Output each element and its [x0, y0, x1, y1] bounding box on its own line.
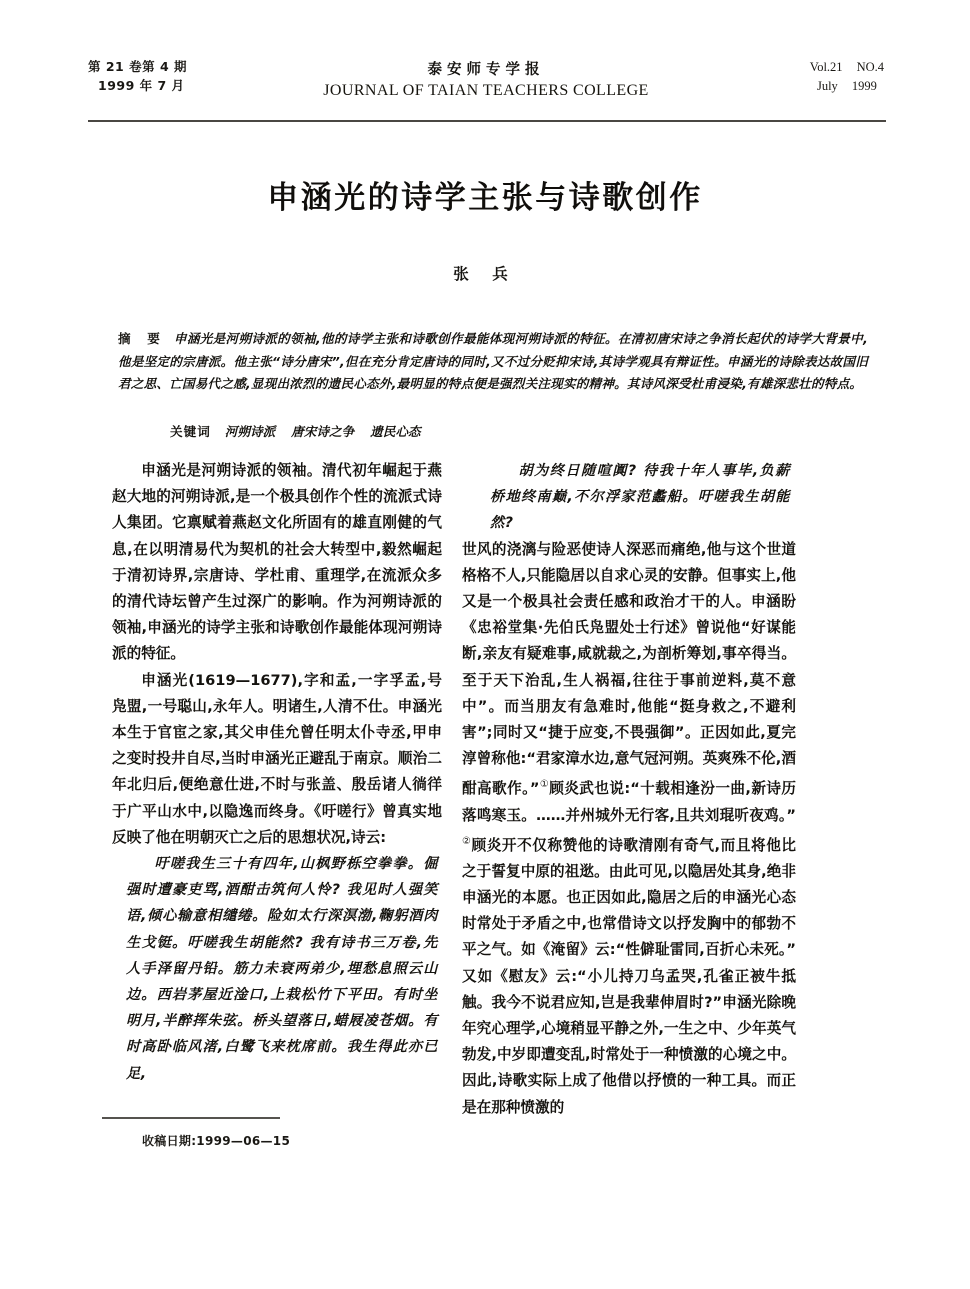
journal-title-en: JOURNAL OF TAIAN TEACHERS COLLEGE: [323, 82, 649, 99]
abstract: [118, 328, 868, 396]
masthead-left: [88, 58, 187, 96]
masthead-right: [810, 58, 884, 97]
abstract-text: 申涵光是河朔诗派的领袖,他的诗学主张和诗歌创作最能体现河朔诗派的特征。在清初唐宋诗之争消长起伏的诗学大背景中,他是坚定的宗唐派。他主张“诗分唐宋”,但在充分肯定唐诗的同时,又不过分贬抑宋诗,其诗学观具有辩证性。申涵光的诗除表达故国旧君之思、亡国易代之感,显现出浓烈的遗民心态外,最明显的特点便是强烈关注现实的精神。其诗风深受杜甫浸染,有雄深悲壮的特点。: [118, 331, 868, 391]
verse-block: [112, 851, 442, 1087]
keyword-item: 唐宋诗之争: [291, 424, 355, 439]
body-column-right: [462, 458, 796, 1121]
volume-issue: 第 21 卷第 4 期: [88, 59, 187, 74]
abstract-label: 摘 要: [118, 331, 166, 346]
verse-block: [462, 458, 796, 537]
received-date: 收稿日期:1999—06—15: [142, 1134, 291, 1148]
volume-label: Vol.21: [809, 60, 843, 74]
footnote-marker-2: ②: [462, 835, 472, 847]
verse-quote: 胡为终日随喧阗? 待我十年人事毕,负薪桥地终南巅,不尔浮家范蠡船。吁嗟我生胡能然?: [490, 463, 790, 532]
paragraph-text: 世风的浇漓与险恶使诗人深恶而痛绝,他与这个世道格格不人,只能隐居以自求心灵的安静。但事实上,他又是一个极具社会责任感和政治才干的人。申涵盼《忠裕堂集·先伯氏凫盟处士行述》曾说他“好谋能断,亲友有疑难事,咸就裁之,为剖析筹划,事卒得当。至于天下治乱,生人祸福,往往于事前逆料,莫不意中”。而当朋友有急难时,他能“挺身救之,不避利害”;同时又“捷于应变,不畏强御”。正因如此,夏完淳曾称他:“君家漳水边,意气冠河朔。英爽殊不伦,酒酣高歌作。”: [462, 540, 796, 798]
keyword-item: 河朔诗派: [224, 424, 276, 439]
masthead: [88, 58, 884, 120]
paragraph-text: 顾炎武也说:“十载相逢汾一曲,新诗历落鸣寒玉。……并州城外无行客,且共刘琨听夜鸡。”: [462, 780, 796, 824]
author-name: 张 兵: [453, 265, 517, 283]
verse-quote: 吁嗟我生三十有四年,山枫野栎空拳拳。倔强时遭豪吏骂,酒酣击筑何人怜? 我见时人强笑语,倾心输意相缱绻。险如太行深溟渤,鞠躬酒肉生戈铤。吁嗟我生胡能然? 我有诗书三万卷,先人手泽留丹铅。筋力未衰两弟少,埋愁息照云山边。西岩茅屋近淦口,上栽松竹下平田。有时坐明月,半醉挥朱弦。桥头望落日,蜡屐凌苍烟。有时高卧临风渚,白鹭飞来枕席前。我生得此亦已足,: [126, 856, 438, 1082]
month-label: July: [816, 79, 838, 94]
body-column-left: [112, 458, 442, 1087]
year-label: 1999: [851, 79, 877, 94]
keyword-item: 遗民心态: [370, 424, 421, 439]
paragraph: 申涵光(1619—1677),字和孟,一字孚孟,号凫盟,一号聪山,永年人。明诸生,人清不仕。申涵光本生于官宦之家,其父申佳允曾任明太仆寺丞,甲申之变时投井自尽,当时申涵光正避乱于南京。顺治二年北归后,便绝意仕进,不时与张盖、殷岳诸人徜徉于广平山水中,以隐逸而终身。《吁嗟行》曾真实地反映了他在明朝灭亡之后的思想状况,诗云:: [112, 671, 442, 846]
paragraph: [462, 537, 796, 1121]
masthead-center: [323, 58, 648, 100]
footnote-divider: [102, 1117, 280, 1119]
paragraph: 申涵光是河朔诗派的领袖。清代初年崛起于燕赵大地的河朔诗派,是一个极具创作个性的流派式诗人集团。它禀赋着燕赵文化所固有的雄直刚健的气息,在以明清易代为契机的社会大转型中,毅然崛起于清初诗界,宗唐诗、学杜甫、重理学,在流派众多的清代诗坛曾产生过深广的影响。作为河朔诗派的领袖,申涵光的诗学主张和诗歌创作最能体现河朔诗派的特征。: [112, 462, 442, 663]
footnote-marker-1: ①: [539, 779, 550, 791]
number-label: NO.4: [856, 60, 884, 74]
issue-date: 1999 年 7 月: [98, 77, 185, 93]
paragraph-text: 顾炎开不仅称赞他的诗歌清刚有奇气,而且将他比之于誓复中原的祖逖。由此可见,以隐居处其身,绝非申涵光的本愿。也正因如此,隐居之后的申涵光心态时常处于矛盾之中,也常借诗文以抒发胸中的郁勃不平之气。如《淹留》云:“性僻耻雷同,百折心未死。”又如《慰友》云:“小儿持刀乌孟哭,孔雀正被牛抵触。我今不说君应知,岂是我辈伸眉时?”申涵光除晚年究心理学,心境稍显平静之外,一生之中、少年英气勃发,中岁即遭变乱,时常处于一种愤激的心境之中。因此,诗歌实际上成了他借以抒愤的一种工具。而正是在那种愤激的: [462, 836, 797, 1116]
journal-title-cn: 泰安师专学报: [427, 62, 545, 78]
keywords: [170, 421, 437, 440]
masthead-divider: [88, 120, 886, 122]
page-title: 申涵光的诗学主张与诗歌创作: [267, 180, 703, 216]
keywords-label: 关键词: [170, 424, 211, 439]
